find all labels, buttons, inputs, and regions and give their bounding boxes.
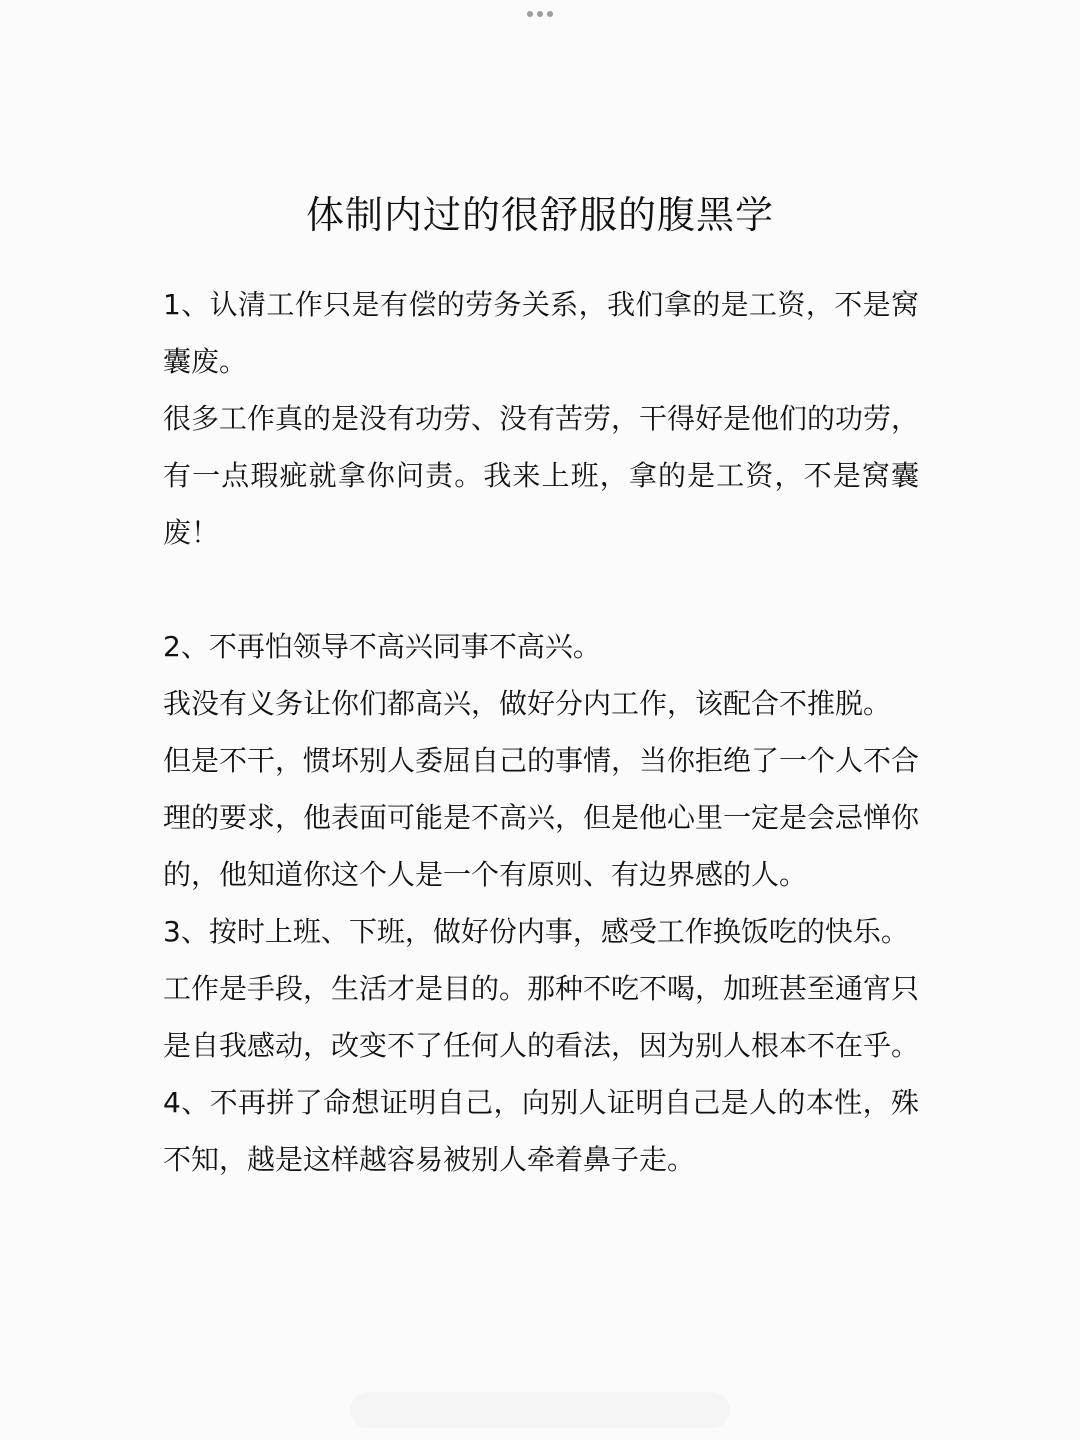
paragraph: 3、按时上班、下班，做好份内事，感受工作换饭吃的快乐。: [163, 915, 909, 948]
paragraph-spacer: [163, 561, 919, 618]
handle-dot: [537, 11, 543, 17]
paragraph: 1、认清工作只是有偿的劳务关系，我们拿的是工资，不是窝囊废。: [163, 288, 919, 378]
handle-dot: [527, 11, 533, 17]
paragraph: 很多工作真的是没有功劳、没有苦劳，干得好是他们的功劳，有一点瑕疵就拿你问责。我来上班，拿的是工资，不是窝囊废！: [163, 402, 920, 549]
paragraph: 2、不再怕领导不高兴同事不高兴。: [163, 630, 601, 663]
handle-dot: [547, 11, 553, 17]
paragraph: 我没有义务让你们都高兴，做好分内工作，该配合不推脱。: [163, 687, 892, 720]
paragraph: 工作是手段，生活才是目的。那种不吃不喝，加班甚至通宵只是自我感动，改变不了任何人的看法，因为别人根本不在乎。: [163, 972, 920, 1062]
paragraph: 但是不干，惯坏别人委屈自己的事情，当你拒绝了一个人不合理的要求，他表面可能是不高兴，但是他心里一定是会忌惮你的，他知道你这个人是一个有原则、有边界感的人。: [163, 744, 920, 891]
top-drag-handle[interactable]: [0, 6, 1080, 22]
home-indicator-area: [350, 1392, 730, 1428]
document-title: 体制内过的很舒服的腹黑学: [305, 193, 774, 238]
document-body: [163, 276, 919, 1188]
paragraph: 4、不再拼了命想证明自己，向别人证明自己是人的本性，殊不知，越是这样越容易被别人牵着鼻子走。: [163, 1086, 919, 1176]
